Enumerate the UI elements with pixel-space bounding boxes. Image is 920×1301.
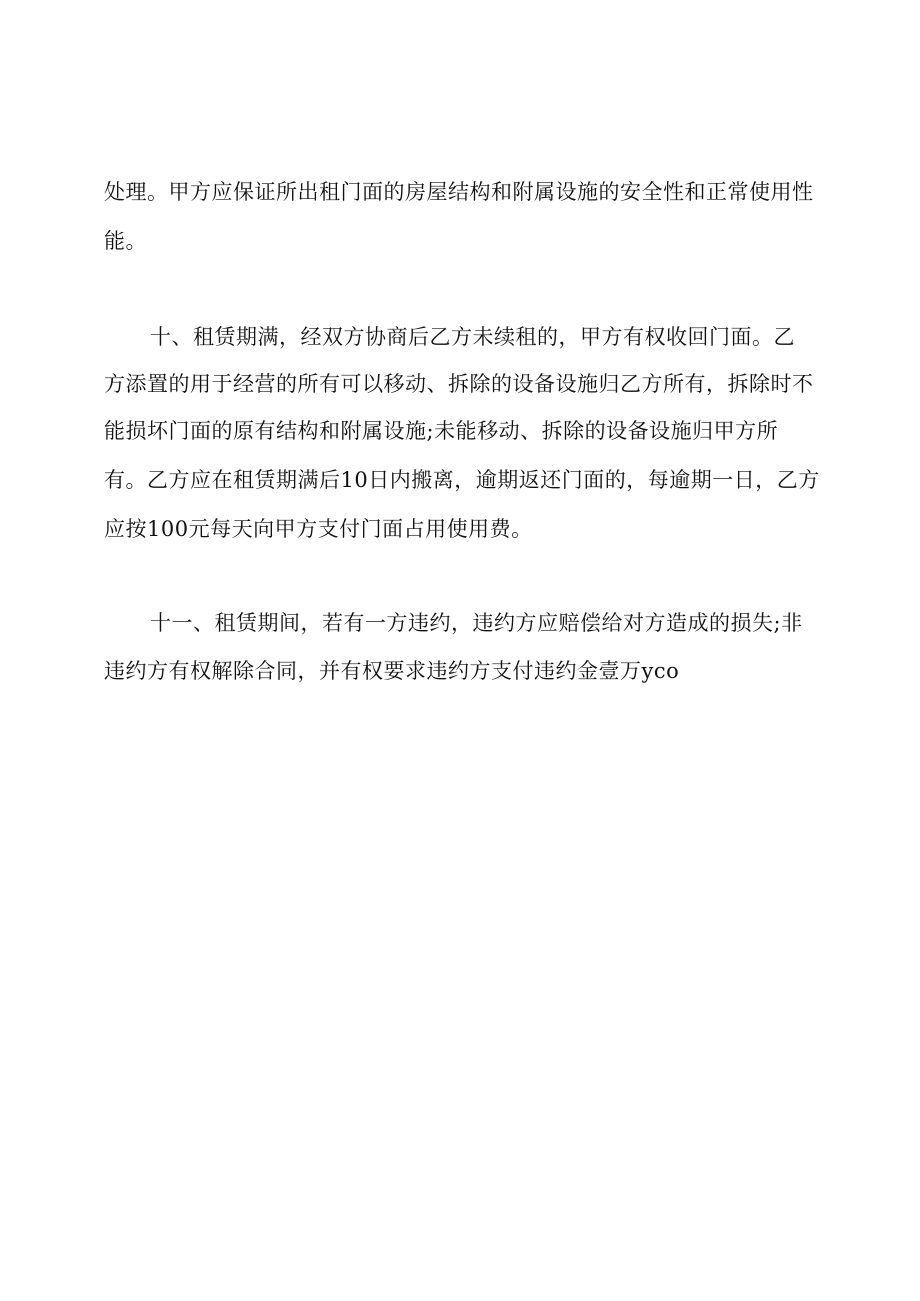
- text-line: 能损坏门面的原有结构和附属设施;未能移动、拆除的设备设施归甲方所: [104, 419, 779, 443]
- text-line: 十一、租赁期间，若有一方违约，违约方应赔偿给对方造成的损失;非: [150, 611, 803, 635]
- text-line: 应按100元每天向甲方支付门面占用使用费。: [104, 517, 533, 541]
- text-line: 违约方有权解除合同，并有权要求违约方支付违约金壹万yco: [104, 659, 680, 683]
- text-line: 有。乙方应在租赁期满后10日内搬离，逾期返还门面的，每逾期一日，乙方: [104, 468, 820, 492]
- text-line: 能。: [104, 229, 147, 253]
- text-line: 方添置的用于经营的所有可以移动、拆除的设备设施归乙方所有，拆除时不: [104, 372, 814, 396]
- text-line: 十、租赁期满，经双方协商后乙方未续租的，甲方有权收回门面。乙: [150, 325, 795, 349]
- text-line: 处理。甲方应保证所出租门面的房屋结构和附属设施的安全性和正常使用性: [104, 180, 814, 204]
